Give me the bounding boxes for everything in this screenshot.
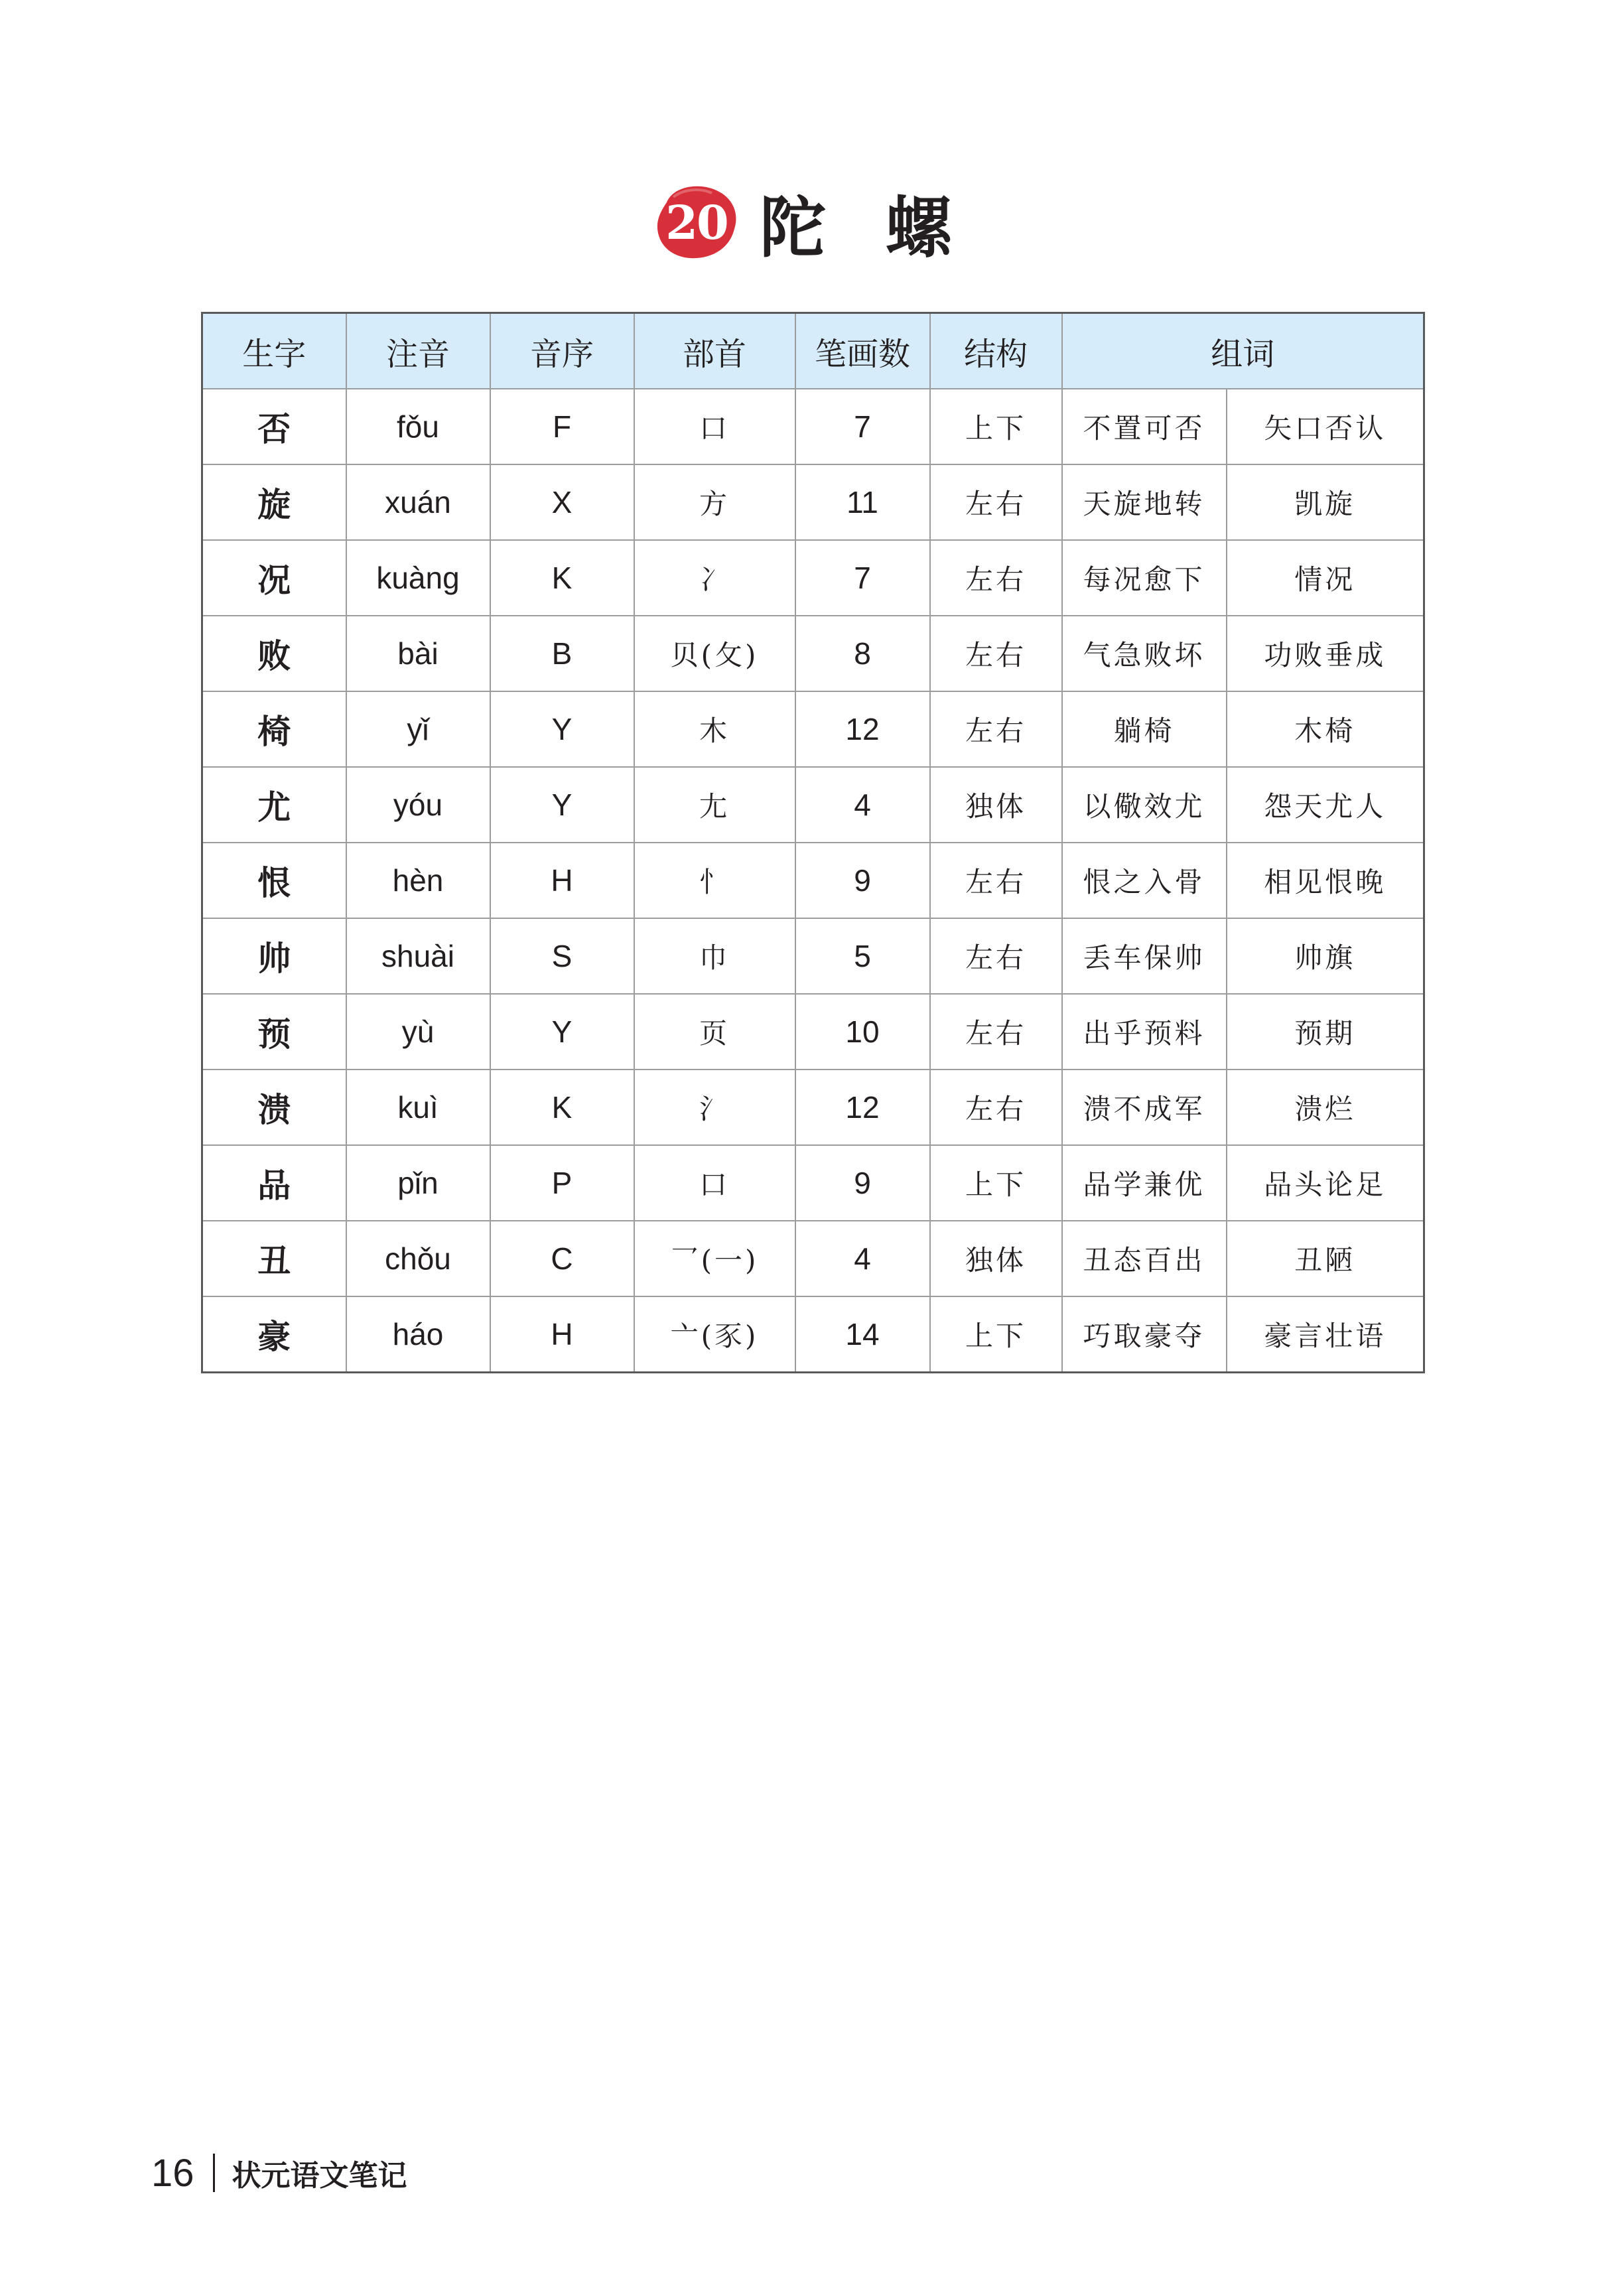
cell-word-2: 怨天尤人 bbox=[1227, 767, 1424, 843]
cell-radical: 贝(攵) bbox=[634, 616, 795, 691]
cell-sound-order: K bbox=[490, 1070, 634, 1145]
cell-word-2: 帅旗 bbox=[1227, 918, 1424, 994]
cell-stroke-count: 8 bbox=[795, 616, 930, 691]
cell-stroke-count: 5 bbox=[795, 918, 930, 994]
cell-word-1: 以儆效尤 bbox=[1062, 767, 1227, 843]
lesson-number: 20 bbox=[665, 194, 728, 250]
cell-sound-order: Y bbox=[490, 691, 634, 767]
cell-sound-order: S bbox=[490, 918, 634, 994]
header-stroke-count: 笔画数 bbox=[795, 313, 930, 389]
cell-sound-order: H bbox=[490, 1296, 634, 1373]
cell-pinyin: hèn bbox=[346, 843, 490, 918]
cell-pinyin: háo bbox=[346, 1296, 490, 1373]
cell-structure: 左右 bbox=[930, 994, 1062, 1070]
cell-character: 帅 bbox=[202, 918, 346, 994]
table-row bbox=[202, 464, 1424, 540]
cell-word-2: 相见恨晚 bbox=[1227, 843, 1424, 918]
cell-word-1: 出乎预料 bbox=[1062, 994, 1227, 1070]
table-row bbox=[202, 918, 1424, 994]
cell-word-2: 品头论足 bbox=[1227, 1145, 1424, 1221]
header-sound-order: 音序 bbox=[490, 313, 634, 389]
header-pinyin: 注音 bbox=[346, 313, 490, 389]
table-row bbox=[202, 1070, 1424, 1145]
cell-radical: 方 bbox=[634, 464, 795, 540]
cell-structure: 上下 bbox=[930, 389, 1062, 464]
cell-stroke-count: 4 bbox=[795, 1221, 930, 1296]
cell-pinyin: kuì bbox=[346, 1070, 490, 1145]
page-footer bbox=[151, 2146, 407, 2199]
cell-word-2: 矢口否认 bbox=[1227, 389, 1424, 464]
cell-structure: 独体 bbox=[930, 1221, 1062, 1296]
cell-structure: 左右 bbox=[930, 464, 1062, 540]
cell-stroke-count: 11 bbox=[795, 464, 930, 540]
cell-word-2: 功败垂成 bbox=[1227, 616, 1424, 691]
cell-structure: 上下 bbox=[930, 1145, 1062, 1221]
header-character: 生字 bbox=[202, 313, 346, 389]
cell-structure: 左右 bbox=[930, 918, 1062, 994]
cell-sound-order: K bbox=[490, 540, 634, 616]
cell-sound-order: X bbox=[490, 464, 634, 540]
cell-sound-order: B bbox=[490, 616, 634, 691]
cell-pinyin: xuán bbox=[346, 464, 490, 540]
cell-character: 溃 bbox=[202, 1070, 346, 1145]
cell-character: 预 bbox=[202, 994, 346, 1070]
cell-character: 品 bbox=[202, 1145, 346, 1221]
cell-pinyin: shuài bbox=[346, 918, 490, 994]
cell-pinyin: yù bbox=[346, 994, 490, 1070]
cell-structure: 独体 bbox=[930, 767, 1062, 843]
cell-stroke-count: 12 bbox=[795, 1070, 930, 1145]
cell-stroke-count: 12 bbox=[795, 691, 930, 767]
table-row bbox=[202, 1296, 1424, 1373]
cell-word-2: 预期 bbox=[1227, 994, 1424, 1070]
cell-pinyin: bài bbox=[346, 616, 490, 691]
table-row bbox=[202, 540, 1424, 616]
cell-character: 否 bbox=[202, 389, 346, 464]
cell-structure: 左右 bbox=[930, 540, 1062, 616]
cell-stroke-count: 10 bbox=[795, 994, 930, 1070]
cell-radical: 口 bbox=[634, 1145, 795, 1221]
book-name: 状元语文笔记 bbox=[232, 2159, 407, 2193]
cell-sound-order: H bbox=[490, 843, 634, 918]
table-row bbox=[202, 616, 1424, 691]
cell-pinyin: yóu bbox=[346, 767, 490, 843]
cell-stroke-count: 7 bbox=[795, 540, 930, 616]
cell-word-1: 每况愈下 bbox=[1062, 540, 1227, 616]
cell-pinyin: fǒu bbox=[346, 389, 490, 464]
cell-stroke-count: 9 bbox=[795, 1145, 930, 1221]
cell-character: 椅 bbox=[202, 691, 346, 767]
cell-stroke-count: 4 bbox=[795, 767, 930, 843]
cell-sound-order: Y bbox=[490, 767, 634, 843]
cell-word-1: 丢车保帅 bbox=[1062, 918, 1227, 994]
cell-pinyin: kuàng bbox=[346, 540, 490, 616]
cell-sound-order: Y bbox=[490, 994, 634, 1070]
cell-word-1: 丑态百出 bbox=[1062, 1221, 1227, 1296]
cell-pinyin: chǒu bbox=[346, 1221, 490, 1296]
table-row bbox=[202, 1221, 1424, 1296]
cell-sound-order: F bbox=[490, 389, 634, 464]
cell-word-1: 躺椅 bbox=[1062, 691, 1227, 767]
cell-character: 豪 bbox=[202, 1296, 346, 1373]
table-body bbox=[202, 389, 1424, 1373]
cell-word-1: 气急败坏 bbox=[1062, 616, 1227, 691]
table-row bbox=[202, 1145, 1424, 1221]
table-row bbox=[202, 389, 1424, 464]
lesson-number-badge bbox=[653, 182, 740, 262]
cell-radical: 巾 bbox=[634, 918, 795, 994]
cell-structure: 左右 bbox=[930, 843, 1062, 918]
cell-word-2: 凯旋 bbox=[1227, 464, 1424, 540]
cell-structure: 左右 bbox=[930, 616, 1062, 691]
cell-word-2: 溃烂 bbox=[1227, 1070, 1424, 1145]
cell-character: 况 bbox=[202, 540, 346, 616]
table-row bbox=[202, 843, 1424, 918]
character-table bbox=[201, 312, 1425, 1373]
cell-pinyin: yǐ bbox=[346, 691, 490, 767]
cell-word-1: 天旋地转 bbox=[1062, 464, 1227, 540]
cell-sound-order: P bbox=[490, 1145, 634, 1221]
page-number: 16 bbox=[151, 2151, 194, 2195]
lesson-title: 陀螺 bbox=[760, 188, 1012, 267]
cell-word-1: 不置可否 bbox=[1062, 389, 1227, 464]
cell-word-2: 情况 bbox=[1227, 540, 1424, 616]
footer-divider bbox=[213, 2154, 215, 2192]
cell-radical: 亠(豕) bbox=[634, 1296, 795, 1373]
table-row bbox=[202, 767, 1424, 843]
lesson-heading bbox=[653, 169, 1012, 275]
header-structure: 结构 bbox=[930, 313, 1062, 389]
cell-word-1: 巧取豪夺 bbox=[1062, 1296, 1227, 1373]
cell-word-2: 丑陋 bbox=[1227, 1221, 1424, 1296]
cell-radical: 冫 bbox=[634, 540, 795, 616]
cell-character: 败 bbox=[202, 616, 346, 691]
cell-structure: 左右 bbox=[930, 691, 1062, 767]
cell-character: 尤 bbox=[202, 767, 346, 843]
cell-structure: 上下 bbox=[930, 1296, 1062, 1373]
table-header-row bbox=[202, 313, 1424, 389]
table-row bbox=[202, 994, 1424, 1070]
cell-character: 恨 bbox=[202, 843, 346, 918]
cell-character: 丑 bbox=[202, 1221, 346, 1296]
cell-radical: 尢 bbox=[634, 767, 795, 843]
cell-word-1: 品学兼优 bbox=[1062, 1145, 1227, 1221]
cell-structure: 左右 bbox=[930, 1070, 1062, 1145]
header-word-formation: 组词 bbox=[1062, 313, 1424, 389]
table-row bbox=[202, 691, 1424, 767]
cell-radical: 页 bbox=[634, 994, 795, 1070]
cell-radical: 口 bbox=[634, 389, 795, 464]
cell-stroke-count: 14 bbox=[795, 1296, 930, 1373]
cell-word-2: 木椅 bbox=[1227, 691, 1424, 767]
cell-stroke-count: 9 bbox=[795, 843, 930, 918]
cell-word-2: 豪言壮语 bbox=[1227, 1296, 1424, 1373]
cell-character: 旋 bbox=[202, 464, 346, 540]
cell-radical: 氵 bbox=[634, 1070, 795, 1145]
cell-word-1: 恨之入骨 bbox=[1062, 843, 1227, 918]
cell-word-1: 溃不成军 bbox=[1062, 1070, 1227, 1145]
cell-radical: 忄 bbox=[634, 843, 795, 918]
cell-sound-order: C bbox=[490, 1221, 634, 1296]
header-radical: 部首 bbox=[634, 313, 795, 389]
cell-radical: 乛(一) bbox=[634, 1221, 795, 1296]
cell-radical: 木 bbox=[634, 691, 795, 767]
cell-stroke-count: 7 bbox=[795, 389, 930, 464]
cell-pinyin: pǐn bbox=[346, 1145, 490, 1221]
